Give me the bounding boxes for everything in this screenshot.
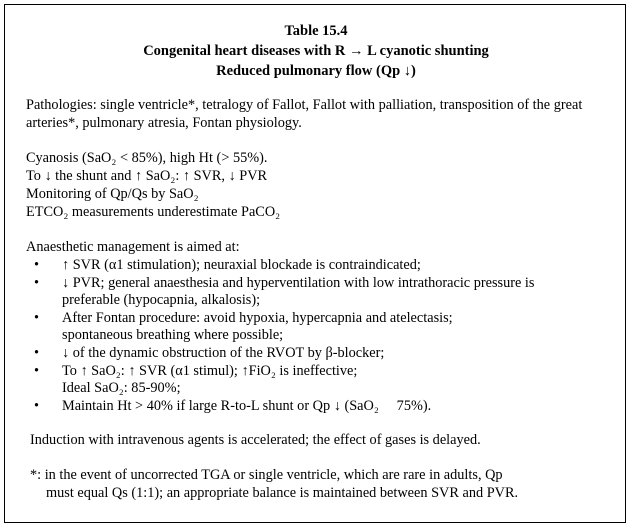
management-list xyxy=(26,257,616,416)
table-subtitle: Reduced pulmonary flow (Qp ↓) xyxy=(216,63,416,79)
list-item-text-continued: Ideal SaO₂: 85-90%; xyxy=(62,380,181,396)
list-item xyxy=(26,257,616,274)
list-item-text: To ↑ SaO₂: ↑ SVR (α1 stimul); ↑FiO₂ is ineffective; xyxy=(62,363,358,379)
etco2-text: ETCO₂ measurements underestimate PaCO₂ xyxy=(26,204,281,220)
list-item-text: ↑ SVR (α1 stimulation); neuraxial blockade is contraindicated; xyxy=(62,257,421,273)
list-item-text: ↓ of the dynamic obstruction of the RVOT by β-blocker; xyxy=(62,345,385,361)
list-item-text-continued: spontaneous breathing where possible; xyxy=(62,327,284,343)
shunt-goal-text: To ↓ the shunt and ↑ SaO₂: ↑ SVR, ↓ PVR xyxy=(26,168,268,184)
bullet-icon: • xyxy=(34,345,40,361)
footnote-line-1: *: in the event of uncorrected TGA or single ventricle, which are rare in adults, Qp xyxy=(30,467,503,483)
list-item xyxy=(26,310,616,344)
footnote-line-2: must equal Qs (1:1); an appropriate balance is maintained between SVR and PVR. xyxy=(46,485,519,501)
monitoring-text: Monitoring of Qp/Qs by SaO₂ xyxy=(26,186,199,202)
list-item-text-continued: preferable (hypocapnia, alkalosis); xyxy=(62,292,261,308)
pathologies-line-1: Pathologies: single ventricle*, tetralogy of Fallot, Fallot with palliation, transposition of the great xyxy=(26,97,583,113)
pathologies-line-2: arteries*, pulmonary atresia, Fontan physiology. xyxy=(26,115,302,131)
bullet-icon: • xyxy=(34,398,40,414)
bullet-icon: • xyxy=(34,310,40,326)
bullet-icon: • xyxy=(34,363,40,379)
list-item xyxy=(26,398,616,415)
table-number: Table 15.4 xyxy=(284,23,348,39)
list-item xyxy=(26,363,616,397)
bullet-icon: • xyxy=(34,275,40,291)
induction-text: Induction with intravenous agents is accelerated; the effect of gases is delayed. xyxy=(30,432,481,448)
bullet-icon: • xyxy=(34,257,40,273)
list-item xyxy=(26,345,616,362)
list-item xyxy=(26,275,616,309)
list-item-text: Maintain Ht > 40% if large R-to-L shunt or Qp ↓ (SaO₂ 75%). xyxy=(62,398,432,414)
cyanosis-text: Cyanosis (SaO₂ < 85%), high Ht (> 55%). xyxy=(26,150,268,166)
list-item-text: ↓ PVR; general anaesthesia and hyperventilation with low intrathoracic pressure is xyxy=(62,275,535,291)
table-title: Congenital heart diseases with R → L cyanotic shunting xyxy=(143,43,489,59)
management-heading: Anaesthetic management is aimed at: xyxy=(26,239,240,255)
list-item-text: After Fontan procedure: avoid hypoxia, hypercapnia and atelectasis; xyxy=(62,310,453,326)
